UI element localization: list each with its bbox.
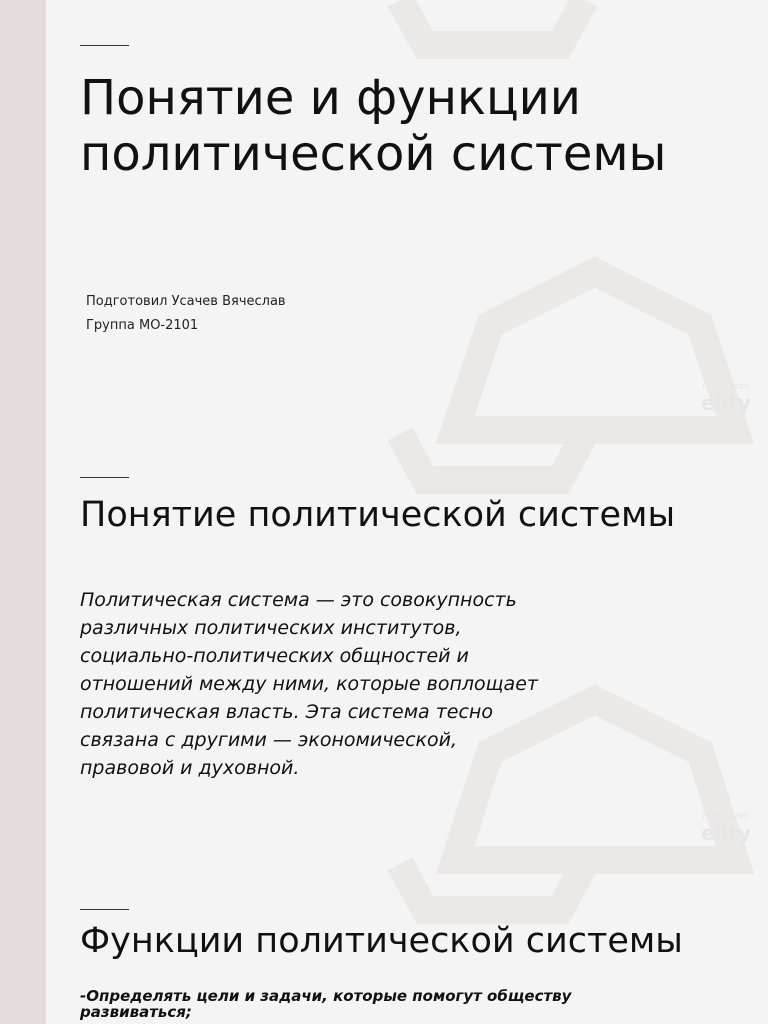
section-divider-line xyxy=(80,909,129,910)
watermark xyxy=(696,812,756,844)
title-divider-line xyxy=(80,45,129,46)
section-title-concept: Понятие политической системы xyxy=(80,495,676,535)
paragraph-line: отношений между ними, которые воплощает xyxy=(80,673,538,695)
paragraph-line: связана с другими — экономической, xyxy=(80,729,458,751)
paragraph-line: правовой и духовной. xyxy=(80,757,300,779)
watermark xyxy=(696,382,756,414)
presentation-title-line-2: политической системы xyxy=(80,126,667,182)
function-item-line: развиваться; xyxy=(80,1003,192,1021)
section-divider-line xyxy=(80,477,129,478)
author-name: Подготовил Усачев Вячеслав xyxy=(86,294,286,309)
paragraph-line: различных политических институтов, xyxy=(80,617,462,639)
presentation-title-line-1: Понятие и функции xyxy=(80,70,581,126)
presentation-title xyxy=(80,70,666,182)
decor-hexagon-top xyxy=(400,0,585,45)
watermark-small-text: made with xyxy=(702,382,750,392)
definition-paragraph xyxy=(80,586,680,782)
function-item-line: -Определять цели и задачи, которые помогут обществу xyxy=(80,987,572,1005)
author-group: Группа МО-2101 xyxy=(86,318,199,333)
section-title-functions: Функции политической системы xyxy=(80,921,683,961)
paragraph-line: социально-политических общностей и xyxy=(80,645,469,667)
author-info xyxy=(86,290,286,338)
watermark-logo-text: elity xyxy=(701,821,751,845)
paragraph-line: политическая власть. Эта система тесно xyxy=(80,701,493,723)
function-list-item xyxy=(80,988,700,1020)
watermark-small-text: made with xyxy=(702,812,750,822)
decor-hexagon-middle xyxy=(455,272,735,430)
watermark-logo-text: elity xyxy=(701,391,751,415)
paragraph-line: Политическая система — это совокупность xyxy=(80,589,517,611)
